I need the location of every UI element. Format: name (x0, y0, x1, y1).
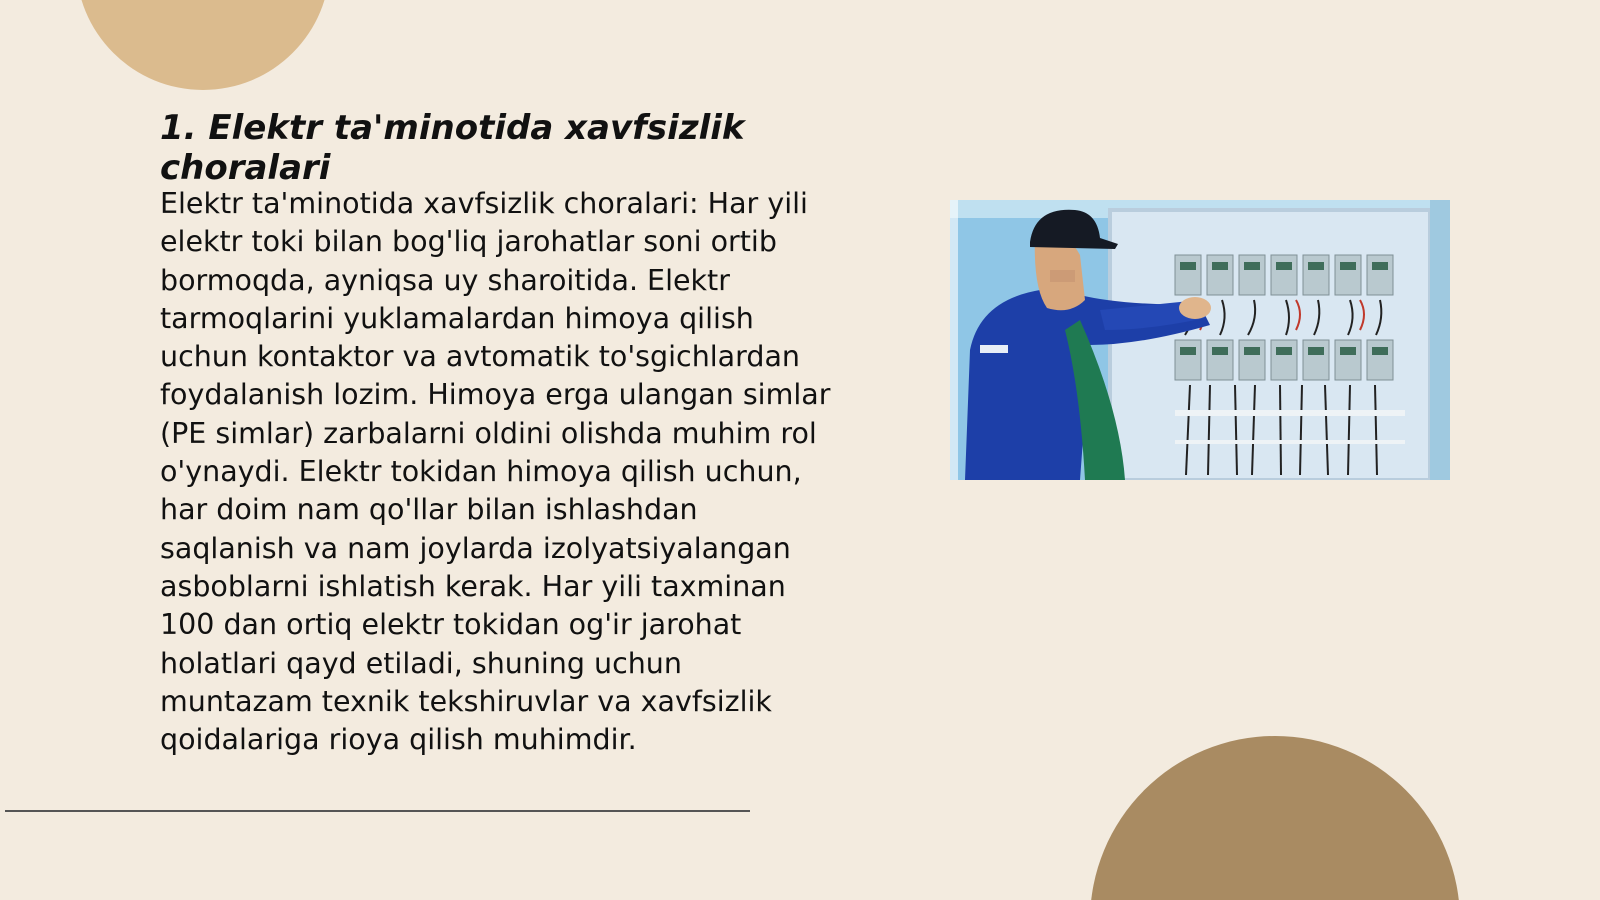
electrician-illustration (950, 200, 1450, 480)
electrician-photo (950, 200, 1450, 480)
slide-body-text: Elektr ta'minotida xavfsizlik choralari: Har yili elektr toki bilan bog'liq jarohatlar soni ortib bormoqda, ayniqsa uy sharoitida. Elektr tarmoqlarini yuklamalardan himoya qilish uchun kontaktor va avtomatik to'sgichlardan foydalanish lozim. Himoya erga ulangan simlar (PE simlar) zarbalarni oldini olishda muhim rol o'ynaydi. Elektr tokidan himoya qilish uchun, har doim nam qo'llar bilan ishlashdan saqlanish va nam joylarda izolyatsiyalangan asboblarni ishlatish kerak. Har yili taxminan 100 dan ortiq elektr tokidan og'ir jarohat holatlari qayd etiladi, shuning uchun muntazam texnik tekshiruvlar va xavfsizlik qoidalariga rioya qilish muhimdir. (160, 187, 831, 757)
decorative-circle-top (76, 0, 330, 90)
decorative-circle-bottom (1090, 736, 1460, 900)
slide-title: 1. Elektr ta'minotida xavfsizlik choralari (160, 108, 745, 188)
divider-line (5, 810, 750, 812)
